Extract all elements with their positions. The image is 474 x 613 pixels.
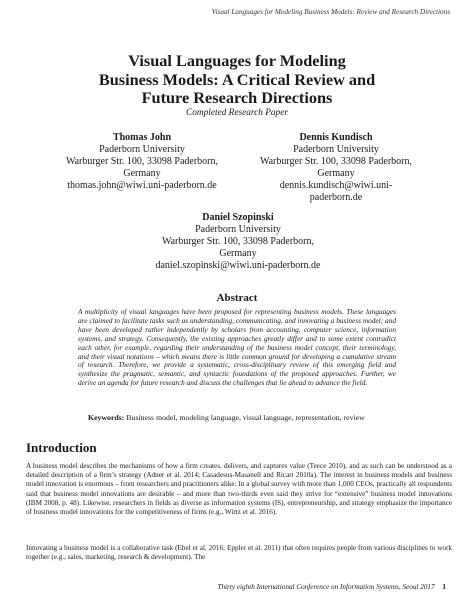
author-address-line: Warburger Str. 100, 33098 Paderborn, [161, 236, 315, 247]
author-email[interactable]: daniel.szopinski@wiwi.uni-paderborn.de [155, 260, 321, 271]
author-name: Dennis Kundisch [299, 132, 373, 143]
running-head: Visual Languages for Modeling Business Models: Review and Research Directions [211, 8, 450, 16]
page-footer [0, 583, 446, 591]
title-line-3: Future Research Directions [141, 88, 333, 107]
author-address-line: Warburger Str. 100, 33098 Paderborn, [65, 156, 219, 167]
author-address-line: Warburger Str. 100, 33098 Paderborn, [259, 156, 413, 167]
author-address-line: Germany [317, 168, 355, 179]
author-affiliation: Paderborn University [293, 144, 379, 155]
author-name: Thomas John [112, 132, 172, 143]
body-paragraph: Innovating a business model is a collaborative task (Ebel et al. 2016; Eppler et al. 2011) that often requires people from various disciplines to work together (e.g., sales, marketing, research & development). The [26, 544, 452, 562]
keywords-label: Keywords: [88, 413, 125, 422]
author-affiliation: Paderborn University [99, 144, 185, 155]
author-address-line: Germany [219, 248, 257, 259]
author-email-continued[interactable]: paderborn.de [309, 192, 363, 203]
abstract-heading: Abstract [216, 292, 258, 304]
footer-conference: Thirty eighth International Conference on Information Systems, Seoul 2017 [217, 583, 435, 591]
keywords-line [88, 413, 408, 423]
author-block-3 [140, 212, 336, 272]
title-block [0, 52, 474, 119]
page-number: 1 [442, 583, 446, 591]
body-paragraph: A business model describes the mechanisms of how a firm creates, delivers, and captures value (Teece 2010), and as such can be understood as a detailed description of a firm’s strategy (Adner et al. 2014; Casadesus-Masanell and Ricart 2010a). The interest in business models and business model innovation is enormous – from researchers and practitioners alike: In a global survey with more than 1,000 CEOs, practically all respondents said that business model innovations are desirable – and more than two-thirds even said they strive for “extensive” business model innovations (IBM 2008, p. 48). Likewise, researchers in fields as diverse as information systems (IS), entrepreneurship, and strategy emphasize the importance of business model innovations for the competitiveness of firms (e.g., Wirtz et al. 2016). [26, 462, 452, 517]
author-block-1 [44, 132, 240, 192]
title-line-1: Visual Languages for Modeling [128, 51, 346, 70]
paper-type-subtitle: Completed Research Paper [186, 107, 288, 118]
author-affiliation: Paderborn University [195, 224, 281, 235]
author-block-2 [236, 132, 436, 204]
author-email[interactable]: dennis.kundisch@wiwi.uni- [279, 180, 393, 191]
author-address-line: Germany [123, 168, 161, 179]
keywords-text: Business model, modeling language, visual language, representation, review [126, 413, 365, 422]
author-email[interactable]: thomas.john@wiwi.uni-paderborn.de [67, 180, 217, 191]
author-name: Daniel Szopinski [202, 212, 274, 223]
abstract-text: A multiplicity of visual languages have been proposed for representing business models. These languages are claimed to facilitate tasks such as understanding, communicating, and innovating a business model; and have been developed rather independently by scholars from accounting, computer science, information systems, and strategy. Consequently, the existing approaches greatly differ and to some extent contradict each other, for example, regarding their understanding of the business model concept, their terminology, and their visual notations – which means there is little common ground for developing a cumulative stream of research. Therefore, we provide a systematic, cross-disciplinary review of this emerging field and synthesize the pragmatic, semantic, and syntactic foundations of the proposed approaches. Further, we derive an agenda for future research and discuss the challenges that lie ahead to advance the field. [78, 307, 396, 388]
section-heading-introduction: Introduction [26, 440, 97, 455]
title-line-2: Business Models: A Critical Review and [98, 69, 376, 89]
